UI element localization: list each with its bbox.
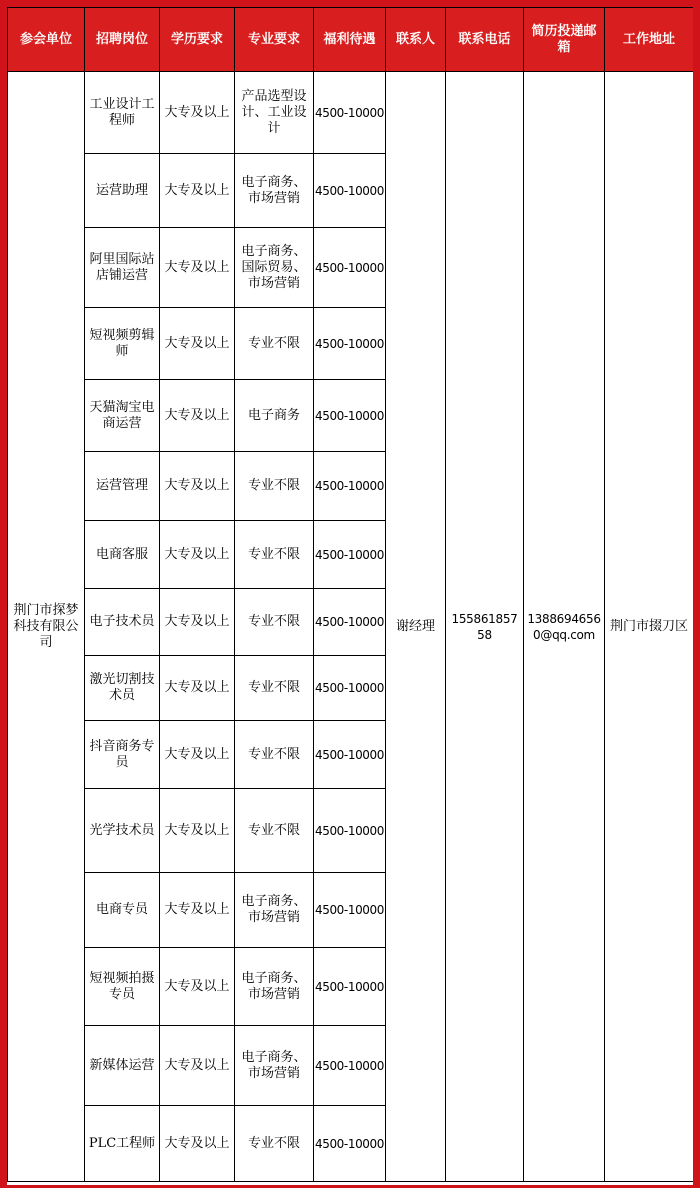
salary-cell: 4500-10000 <box>314 228 386 308</box>
major-cell: 专业不限 <box>235 589 314 656</box>
salary-cell: 4500-10000 <box>314 72 386 154</box>
major-cell: 专业不限 <box>235 789 314 873</box>
major-cell: 电子商务、国际贸易、市场营销 <box>235 228 314 308</box>
salary-cell: 4500-10000 <box>314 154 386 228</box>
contact-phone: 15586185758 <box>446 72 524 1182</box>
major-cell: 电子商务 <box>235 380 314 452</box>
education-cell: 大专及以上 <box>160 1026 235 1106</box>
table-row <box>8 72 694 154</box>
header-salary: 福利待遇 <box>314 8 386 72</box>
major-cell: 专业不限 <box>235 1106 314 1182</box>
education-cell: 大专及以上 <box>160 656 235 721</box>
major-cell: 电子商务、市场营销 <box>235 873 314 948</box>
header-major: 专业要求 <box>235 8 314 72</box>
page-frame <box>7 7 693 1185</box>
major-cell: 产品选型设计、工业设计 <box>235 72 314 154</box>
header-position: 招聘岗位 <box>85 8 160 72</box>
position-cell: 短视频拍摄专员 <box>85 948 160 1026</box>
header-row <box>8 8 694 72</box>
position-cell: 激光切割技术员 <box>85 656 160 721</box>
position-cell: 新媒体运营 <box>85 1026 160 1106</box>
header-contact: 联系人 <box>386 8 446 72</box>
major-cell: 电子商务、市场营销 <box>235 948 314 1026</box>
education-cell: 大专及以上 <box>160 308 235 380</box>
salary-cell: 4500-10000 <box>314 521 386 589</box>
salary-cell: 4500-10000 <box>314 1026 386 1106</box>
major-cell: 专业不限 <box>235 521 314 589</box>
major-cell: 专业不限 <box>235 656 314 721</box>
major-cell: 电子商务、市场营销 <box>235 1026 314 1106</box>
education-cell: 大专及以上 <box>160 1106 235 1182</box>
position-cell: 阿里国际站店铺运营 <box>85 228 160 308</box>
position-cell: 运营管理 <box>85 452 160 521</box>
salary-cell: 4500-10000 <box>314 308 386 380</box>
work-address: 荆门市掇刀区 <box>605 72 694 1182</box>
salary-cell: 4500-10000 <box>314 873 386 948</box>
header-education: 学历要求 <box>160 8 235 72</box>
position-cell: 电子技术员 <box>85 589 160 656</box>
header-phone: 联系电话 <box>446 8 524 72</box>
major-cell: 专业不限 <box>235 721 314 789</box>
salary-cell: 4500-10000 <box>314 656 386 721</box>
education-cell: 大专及以上 <box>160 589 235 656</box>
contact-person: 谢经理 <box>386 72 446 1182</box>
resume-email: 13886946560@qq.com <box>524 72 605 1182</box>
header-address: 工作地址 <box>605 8 694 72</box>
position-cell: 工业设计工程师 <box>85 72 160 154</box>
education-cell: 大专及以上 <box>160 948 235 1026</box>
position-cell: 抖音商务专员 <box>85 721 160 789</box>
position-cell: PLC工程师 <box>85 1106 160 1182</box>
education-cell: 大专及以上 <box>160 721 235 789</box>
major-cell: 电子商务、市场营销 <box>235 154 314 228</box>
education-cell: 大专及以上 <box>160 72 235 154</box>
salary-cell: 4500-10000 <box>314 589 386 656</box>
header-email: 简历投递邮箱 <box>524 8 605 72</box>
education-cell: 大专及以上 <box>160 380 235 452</box>
salary-cell: 4500-10000 <box>314 721 386 789</box>
company-name: 荆门市探梦科技有限公司 <box>8 72 85 1182</box>
education-cell: 大专及以上 <box>160 789 235 873</box>
salary-cell: 4500-10000 <box>314 1106 386 1182</box>
salary-cell: 4500-10000 <box>314 948 386 1026</box>
position-cell: 天猫淘宝电商运营 <box>85 380 160 452</box>
position-cell: 运营助理 <box>85 154 160 228</box>
major-cell: 专业不限 <box>235 452 314 521</box>
position-cell: 短视频剪辑师 <box>85 308 160 380</box>
education-cell: 大专及以上 <box>160 873 235 948</box>
education-cell: 大专及以上 <box>160 154 235 228</box>
salary-cell: 4500-10000 <box>314 789 386 873</box>
major-cell: 专业不限 <box>235 308 314 380</box>
education-cell: 大专及以上 <box>160 452 235 521</box>
position-cell: 电商客服 <box>85 521 160 589</box>
position-cell: 电商专员 <box>85 873 160 948</box>
salary-cell: 4500-10000 <box>314 452 386 521</box>
education-cell: 大专及以上 <box>160 228 235 308</box>
salary-cell: 4500-10000 <box>314 380 386 452</box>
header-company: 参会单位 <box>8 8 85 72</box>
education-cell: 大专及以上 <box>160 521 235 589</box>
recruitment-table <box>7 7 693 1182</box>
position-cell: 光学技术员 <box>85 789 160 873</box>
